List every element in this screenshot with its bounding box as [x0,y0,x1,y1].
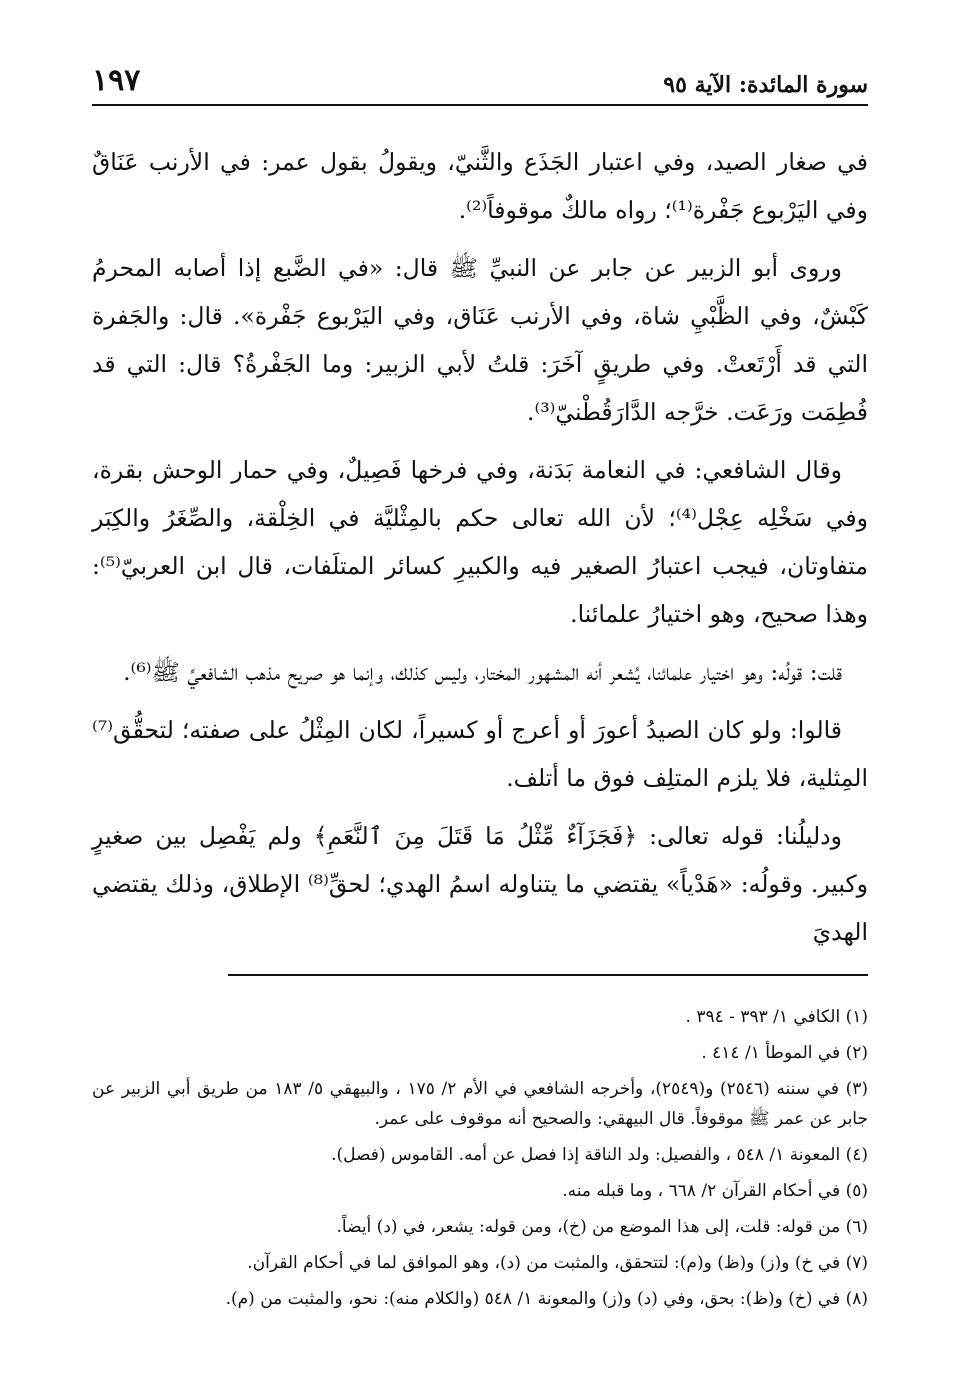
footnote: (١) الكافي ١/ ٣٩٣ - ٣٩٤ . [685,1007,868,1027]
footnote-separator [228,974,868,976]
footnote: (٧) في خ) و(ز) و(ظ) و(م): لتتحقق، والمثبت من (د)، وهو الموافق لما في أحكام القرآن. [247,1253,868,1273]
running-title: سورة المائدة: الآية ٩٥ [663,72,868,98]
footnote: (٤) المعونة ١/ ٥٤٨ ، والفصيل: ولد الناقة إذا فصل عن أمه. القاموس (فصل). [331,1145,868,1165]
footnote: (٣) في سننه (٢٥٤٦) و(٢٥٤٩)، وأخرجه الشافعي في الأم ٢/ ١٧٥ ، والبيهقي ٥/ ١٨٣ من طريق أبي الزبير عن جابر عن عمر ﷺ موقوفاً. قال البيهقي: والصحيح أنه موقوف على عمر. [92,1079,868,1129]
main-text [92,138,868,956]
paragraph: قلت: قولُه: وهو اختيار علمائنا، يُشعر أنه المشهور المختار، وليس كذلك، وإنما هو صريح مذهب الشافعيِّ ﷺ⁽⁶⁾. [123,658,842,686]
footnote: (٦) من قوله: قلت، إلى هذا الموضع من (خ)، ومن قوله: يشعر، في (د) أيضاً. [336,1217,868,1237]
footnote: (٨) في (خ) و(ظ): بحق، وفي (د) و(ز) والمعونة ١/ ٥٤٨ (والكلام منه): نحو، والمثبت من (م). [225,1289,868,1309]
paragraph: في صغار الصيد، وفي اعتبار الجَذَع والثَّنيّ، ويقولُ بقول عمر: في الأرنب عَنَاقٌ وفي اليَرْبوع جَفْرة⁽¹⁾؛ رواه مالكٌ موقوفاً⁽²⁾. [92,148,868,224]
paragraph: وقال الشافعي: في النعامة بَدَنة، وفي فرخها فَصِيلٌ، وفي حمار الوحش بقرة، وفي سَخْلِه عِجْل⁽⁴⁾؛ لأن الله تعالى حكم بالمِثْليَّة في الخِلْقة، والصِّغَرُ والكِبَر متفاوتان، فيجب اعتبارُ الصغير فيه والكبيرِ كسائر المتلَفات، قال ابن العربيّ⁽⁵⁾: وهذا صحيح، وهو اختيارُ علمائنا. [92,456,869,628]
footnote: (٢) في الموطأ ١/ ٤١٤ . [701,1043,868,1063]
page-header [92,56,868,106]
paragraph: وروى أبو الزبير عن جابر عن النبيِّ ﷺ قال: «في الضَّبع إذا أصابه المحرمُ كَبْشٌ، وفي الظَّبْيِ شاة، وفي الأرنب عَنَاق، وفي اليَرْبوع جَفْرة». قال: والجَفرة التي قد أَرْتَعتْ. وفي طريقٍ آخَرَ: قلتُ لأبي الزبير: وما الجَفْرةُ؟ قال: التي قد فُطِمَت ورَعَت. خرَّجه الدَّارَقُطْنيّ⁽³⁾. [92,254,868,426]
footnotes [92,1002,868,1314]
paragraph: قالوا: ولو كان الصيدُ أعورَ أو أعرج أو كسيراً، لكان المِثْلُ على صفته؛ لتحقُّق⁽⁷⁾ المِثلية، فلا يلزم المتلِف فوق ما أتلف. [92,716,868,792]
paragraph: ودليلُنا: قوله تعالى: ﴿فَجَزَآءٌ مِّثْلُ مَا قَتَلَ مِنَ ٱلنَّعَمِ﴾ ولم يَفْصِل بين صغيرٍ وكبير. وقولُه: «هَدْياً» يقتضي ما يتناوله اسمُ الهدي؛ لحقِّ⁽⁸⁾ الإطلاق، وذلك يقتضي الهديَ [92,822,868,946]
page-number: ١٩٧ [92,63,141,98]
footnote: (٥) في أحكام القرآن ٢/ ٦٦٨ ، وما قبله منه. [562,1181,868,1201]
